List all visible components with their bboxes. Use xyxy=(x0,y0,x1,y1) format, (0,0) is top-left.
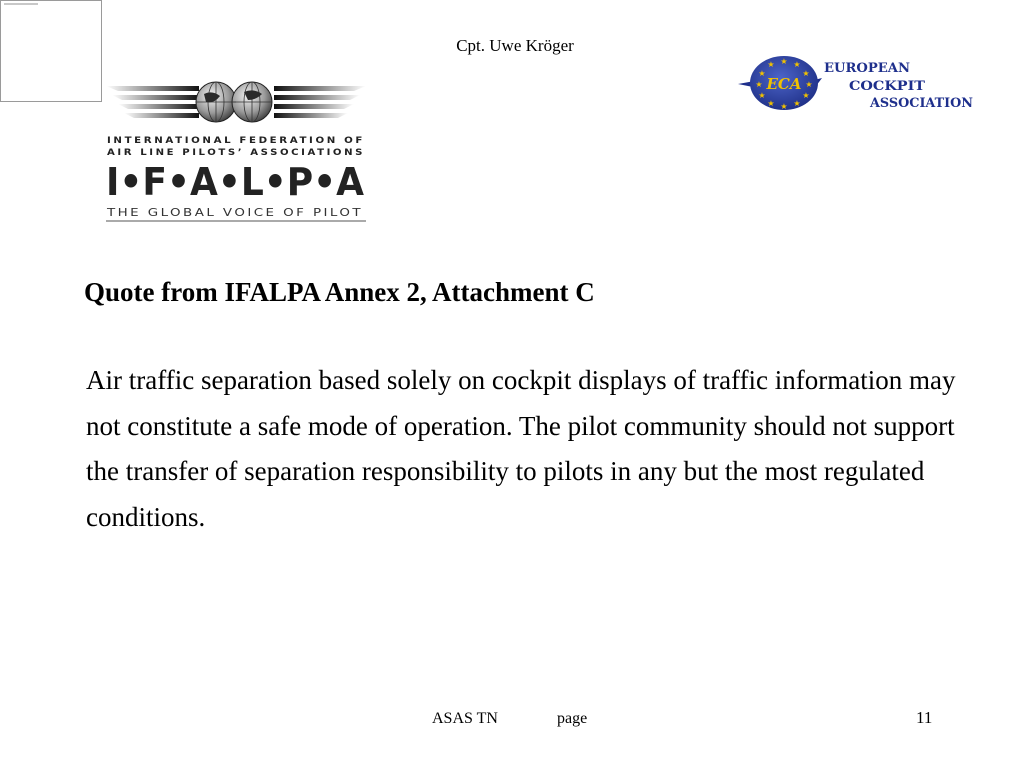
footer-title: ASAS TN xyxy=(432,710,498,727)
slide-heading: Quote from IFALPA Annex 2, Attachment C xyxy=(84,277,595,307)
eca-word-association: ASSOCIATION xyxy=(869,96,974,111)
quote-paragraph: Air traffic separation based solely on cockpit displays of traffic information may not constitute a safe mode of operation. The pilot community should not support the transfer of separation responsibility to pilots in any but the most regulated conditions. xyxy=(86,365,956,532)
author-name: Cpt. Uwe Kröger xyxy=(456,36,574,55)
thumbnail-caption-strip xyxy=(4,3,38,5)
svg-text:★: ★ xyxy=(793,60,801,69)
svg-text:★: ★ xyxy=(805,80,813,89)
ifalpa-logo xyxy=(104,78,368,226)
svg-text:★: ★ xyxy=(758,69,766,78)
page-number: 11 xyxy=(916,708,933,727)
eca-logo xyxy=(736,50,976,114)
ifalpa-acronym: I•F•A•L•P•A xyxy=(106,160,365,204)
eca-badge-text: ECA xyxy=(766,75,802,93)
svg-text:★: ★ xyxy=(758,91,766,100)
eca-word-european: EUROPEAN xyxy=(824,61,911,76)
ifalpa-line1: INTERNATIONAL FEDERATION OF xyxy=(107,136,365,146)
svg-text:★: ★ xyxy=(802,69,810,78)
svg-text:★: ★ xyxy=(755,80,763,89)
ifalpa-tagline: THE GLOBAL VOICE OF PILOT xyxy=(105,206,363,219)
svg-text:★: ★ xyxy=(780,57,788,66)
eca-word-cockpit: COCKPIT xyxy=(849,79,926,94)
svg-text:★: ★ xyxy=(802,91,810,100)
eca-badge-icon xyxy=(738,56,822,111)
svg-text:★: ★ xyxy=(767,60,775,69)
svg-text:★: ★ xyxy=(767,99,775,108)
footer-page-label: page xyxy=(557,710,588,727)
svg-text:★: ★ xyxy=(793,99,801,108)
globe-icon xyxy=(196,82,272,122)
svg-text:★: ★ xyxy=(780,102,788,111)
ifalpa-line2: AIR LINE PILOTS’ ASSOCIATIONS xyxy=(107,148,365,158)
